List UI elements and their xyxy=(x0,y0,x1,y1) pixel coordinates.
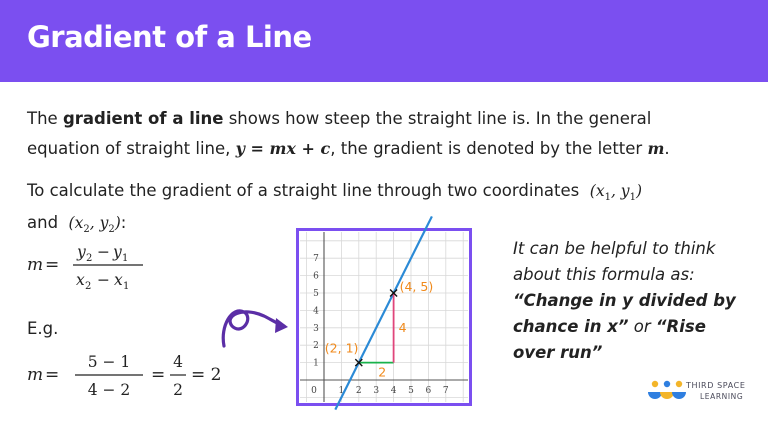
example-numerator: 5 − 1 xyxy=(87,353,131,371)
example-denominator: 4 − 2 xyxy=(87,381,131,399)
calc-text-and: and xyxy=(27,213,59,233)
y-tick-label: 5 xyxy=(313,289,319,299)
svg-text:=: = xyxy=(45,255,60,275)
svg-text:x: x xyxy=(76,271,85,289)
brand-name xyxy=(686,380,766,402)
svg-text:2: 2 xyxy=(86,253,93,264)
note-bold-phrase: “Rise over run” xyxy=(513,317,706,362)
svg-text:−: − xyxy=(97,271,110,289)
header-banner xyxy=(0,0,768,82)
y-tick-label: 4 xyxy=(313,306,319,317)
note-bold-phrase: “Change in y divided by chance in x” xyxy=(513,291,736,336)
intro-text: shows how steep the straight line is. In the general xyxy=(223,109,652,128)
y-tick-label: 7 xyxy=(313,254,319,265)
svg-text:m: m xyxy=(27,255,44,275)
example-simplified-denominator: 2 xyxy=(173,381,183,399)
note-text: It can be helpful to think about this formula as: xyxy=(513,239,716,284)
svg-text:y: y xyxy=(113,243,122,261)
x-tick-label: 3 xyxy=(373,386,380,396)
worked-example xyxy=(27,350,222,400)
swirl-arrow-icon xyxy=(218,292,294,354)
gradient-formula xyxy=(27,240,167,290)
helpful-note xyxy=(513,236,753,366)
example-equals: = xyxy=(151,365,166,385)
coordinate-1: ($x_1$, $y_1$) xyxy=(589,182,642,204)
intro-text: . xyxy=(664,139,670,158)
x-tick-label: 4 xyxy=(390,386,397,396)
intro-bold-term: gradient of a line xyxy=(62,109,224,128)
line-equation: y = mx + c xyxy=(235,139,331,158)
svg-text:m: m xyxy=(27,365,44,385)
coordinate-graph xyxy=(296,228,472,406)
y-tick-label: 1 xyxy=(313,358,319,369)
x-tick-label: 7 xyxy=(442,386,449,396)
svg-text:−: − xyxy=(97,243,110,261)
svg-text:x: x xyxy=(114,271,123,289)
x-tick-label: 6 xyxy=(425,386,432,396)
example-label: E.g. xyxy=(27,319,59,338)
intro-text: The xyxy=(27,109,63,128)
third-space-logo-icon xyxy=(646,378,686,404)
note-text: or xyxy=(628,317,656,336)
svg-text:1: 1 xyxy=(123,281,130,292)
intro-text: , the gradient is denoted by the letter xyxy=(330,139,648,158)
y-tick-label: 3 xyxy=(313,323,319,334)
brand-line-1: THIRD SPACE xyxy=(686,381,746,390)
svg-text:y: y xyxy=(77,243,86,261)
gradient-letter: m xyxy=(647,139,665,158)
point-b-label: (4, 5) xyxy=(399,279,434,294)
x-tick-label: 2 xyxy=(355,386,362,396)
x-tick-label: 5 xyxy=(408,386,414,396)
example-simplified-numerator: 4 xyxy=(173,353,183,371)
rise-label: 4 xyxy=(398,319,407,335)
run-label: 2 xyxy=(378,364,387,380)
svg-text:1: 1 xyxy=(122,253,129,264)
calc-text: To calculate the gradient of a straight line through two coordinates xyxy=(27,181,580,200)
coordinate-2: ($x_2$, $y_2$) xyxy=(68,214,121,236)
point-a-label: (2, 1) xyxy=(324,340,359,356)
calc-colon: : xyxy=(120,213,127,233)
brand-line-2: LEARNING xyxy=(700,392,744,401)
intro-text: equation of straight line, xyxy=(27,139,236,158)
y-tick-label: 2 xyxy=(313,341,319,352)
intro-paragraph xyxy=(27,104,727,164)
x-tick-label: 1 xyxy=(338,386,345,396)
example-result: = 2 xyxy=(191,365,222,385)
svg-text:=: = xyxy=(45,365,60,385)
x-tick-label: 0 xyxy=(311,386,317,396)
page-title: Gradient of a Line xyxy=(27,20,312,54)
svg-text:2: 2 xyxy=(85,281,92,292)
y-tick-label: 6 xyxy=(313,271,319,282)
